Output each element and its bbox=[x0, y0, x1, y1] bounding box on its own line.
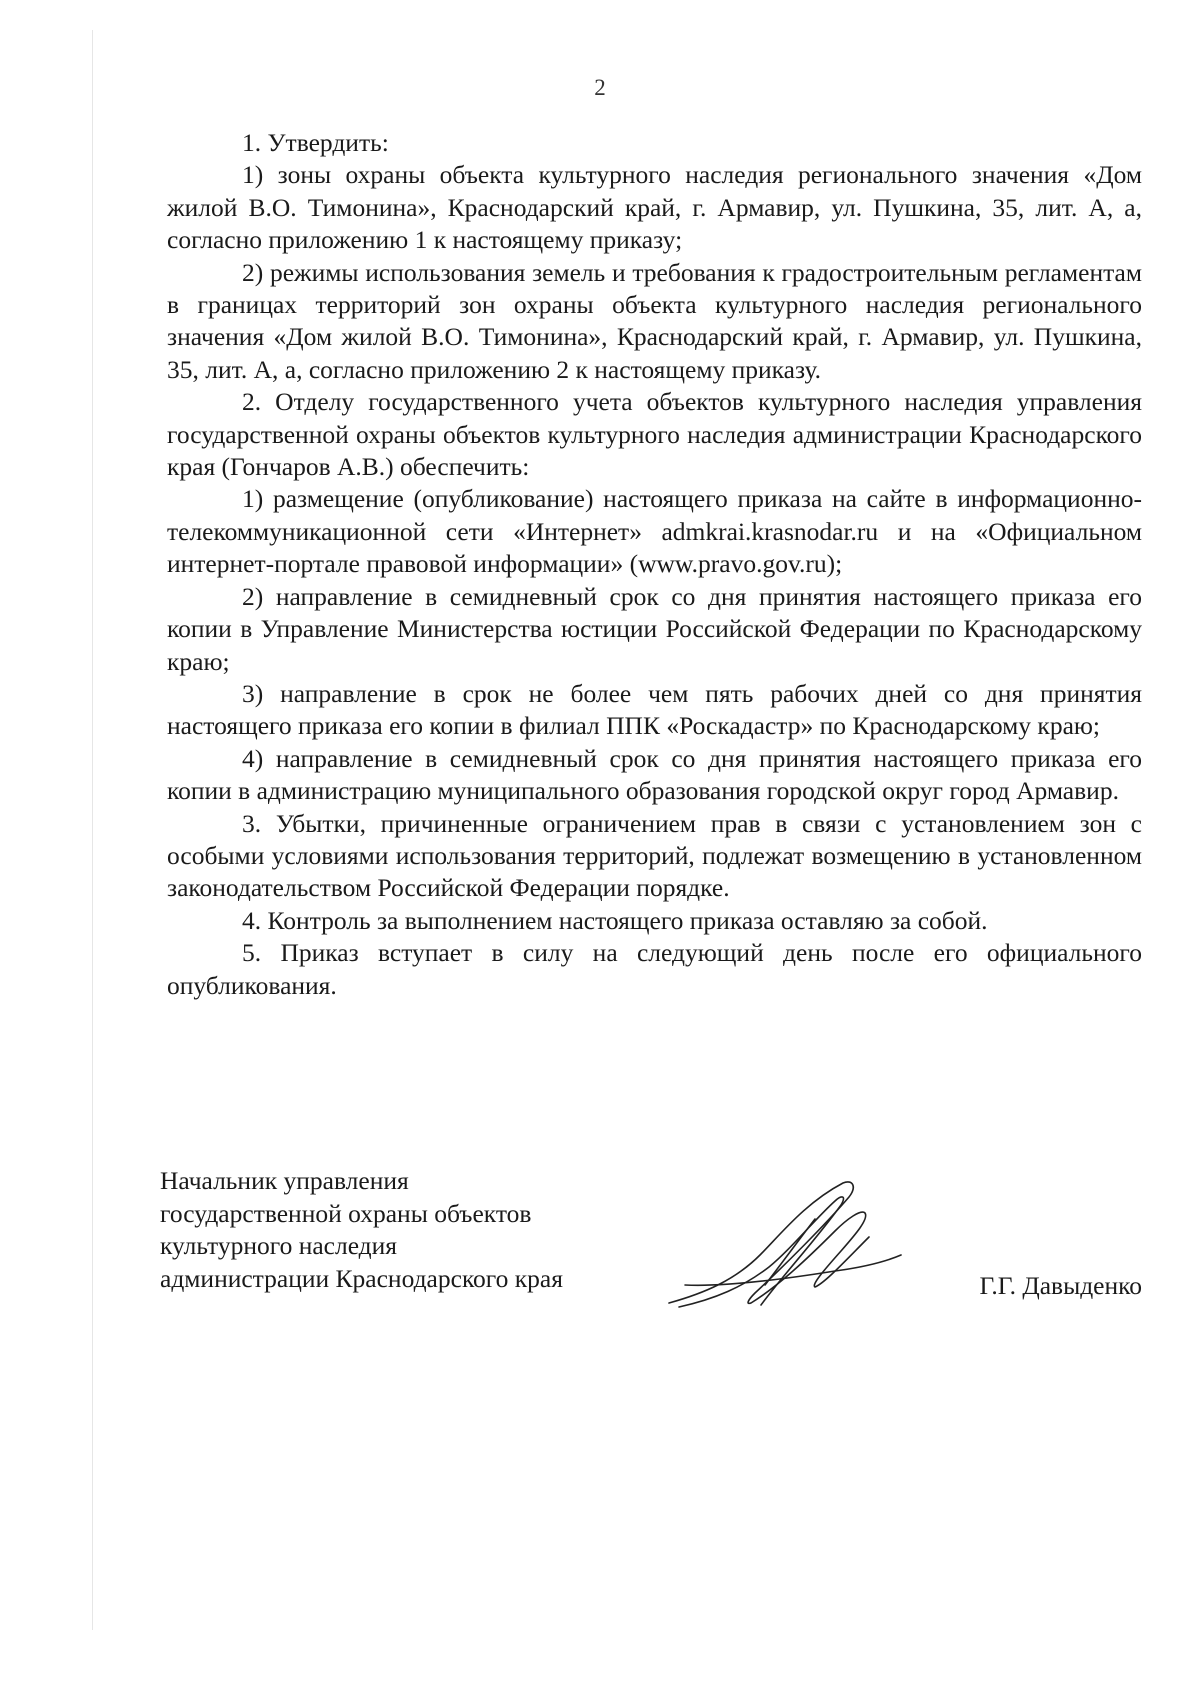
paragraph-2-4: 4) направление в семидневный срок со дня принятия настоящего приказа его копии в администрацию муниципального образования городской округ город Армавир. bbox=[167, 743, 1142, 806]
paragraph-2: 2. Отделу государственного учета объектов культурного наследия управления государственной охраны объектов культурного наследия администрации Краснодарского края (Гончаров А.В.) обеспечить: bbox=[167, 387, 1142, 482]
paragraph-2-2: 2) направление в семидневный срок со дня принятия настоящего приказа его копии в Управление Министерства юстиции Российской Федерации по Краснодарскому краю; bbox=[167, 581, 1142, 676]
paragraph-1: 1. Утвердить: bbox=[242, 128, 389, 157]
paragraph-3: 3. Убытки, причиненные ограничением прав в связи с установлением зон с особыми условиями использования территорий, подлежат возмещению в установленном законодательством Российской Федерации порядке. bbox=[167, 808, 1142, 903]
signer-title-line: администрации Краснодарского края bbox=[160, 1263, 563, 1293]
paragraph-1-2: 2) режимы использования земель и требования к градостроительным регламентам в границах территорий зон охраны объекта культурного наследия регионального значения «Дом жилой В.О. Тимонина», Краснодарский край, г. Армавир, ул. Пушкина, 35, лит. А, а, согласно приложению 2 к настоящему приказу. bbox=[167, 257, 1142, 384]
paragraph-5: 5. Приказ вступает в силу на следующий день после его официального опубликования. bbox=[167, 938, 1142, 1000]
paragraph-2-1: 1) размещение (опубликование) настоящего приказа на сайте в информационно-телекоммуникационной сети «Интернет» admkrai.krasnodar.ru и на «Официальном интернет-портале правовой информации» (www.pravo.gov.ru); bbox=[167, 484, 1142, 579]
scan-margin-line bbox=[92, 30, 93, 1630]
signature-block bbox=[160, 1165, 1150, 1325]
page-number: 2 bbox=[594, 75, 606, 100]
signer-title-line: государственной охраны объектов bbox=[160, 1198, 532, 1228]
document-body bbox=[167, 127, 1142, 1002]
signer-title bbox=[160, 1165, 563, 1295]
paragraph-4: 4. Контроль за выполнением настоящего приказа оставляю за собой. bbox=[242, 905, 988, 935]
signer-title-line: культурного наследия bbox=[160, 1231, 398, 1260]
signer-title-line: Начальник управления bbox=[160, 1166, 409, 1195]
paragraph-2-3: 3) направление в срок не более чем пять рабочих дней со дня принятия настоящего приказа его копии в филиал ППК «Роскадастр» по Краснодарскому краю; bbox=[167, 678, 1142, 741]
signer-name: Г.Г. Давыденко bbox=[979, 1271, 1142, 1300]
paragraph-1-1: 1) зоны охраны объекта культурного наследия регионального значения «Дом жилой В.О. Тимонина», Краснодарский край, г. Армавир, ул. Пушкина, 35, лит. А, а, согласно приложению 1 к настоящему приказу; bbox=[167, 160, 1142, 255]
handwritten-signature bbox=[665, 1175, 905, 1315]
